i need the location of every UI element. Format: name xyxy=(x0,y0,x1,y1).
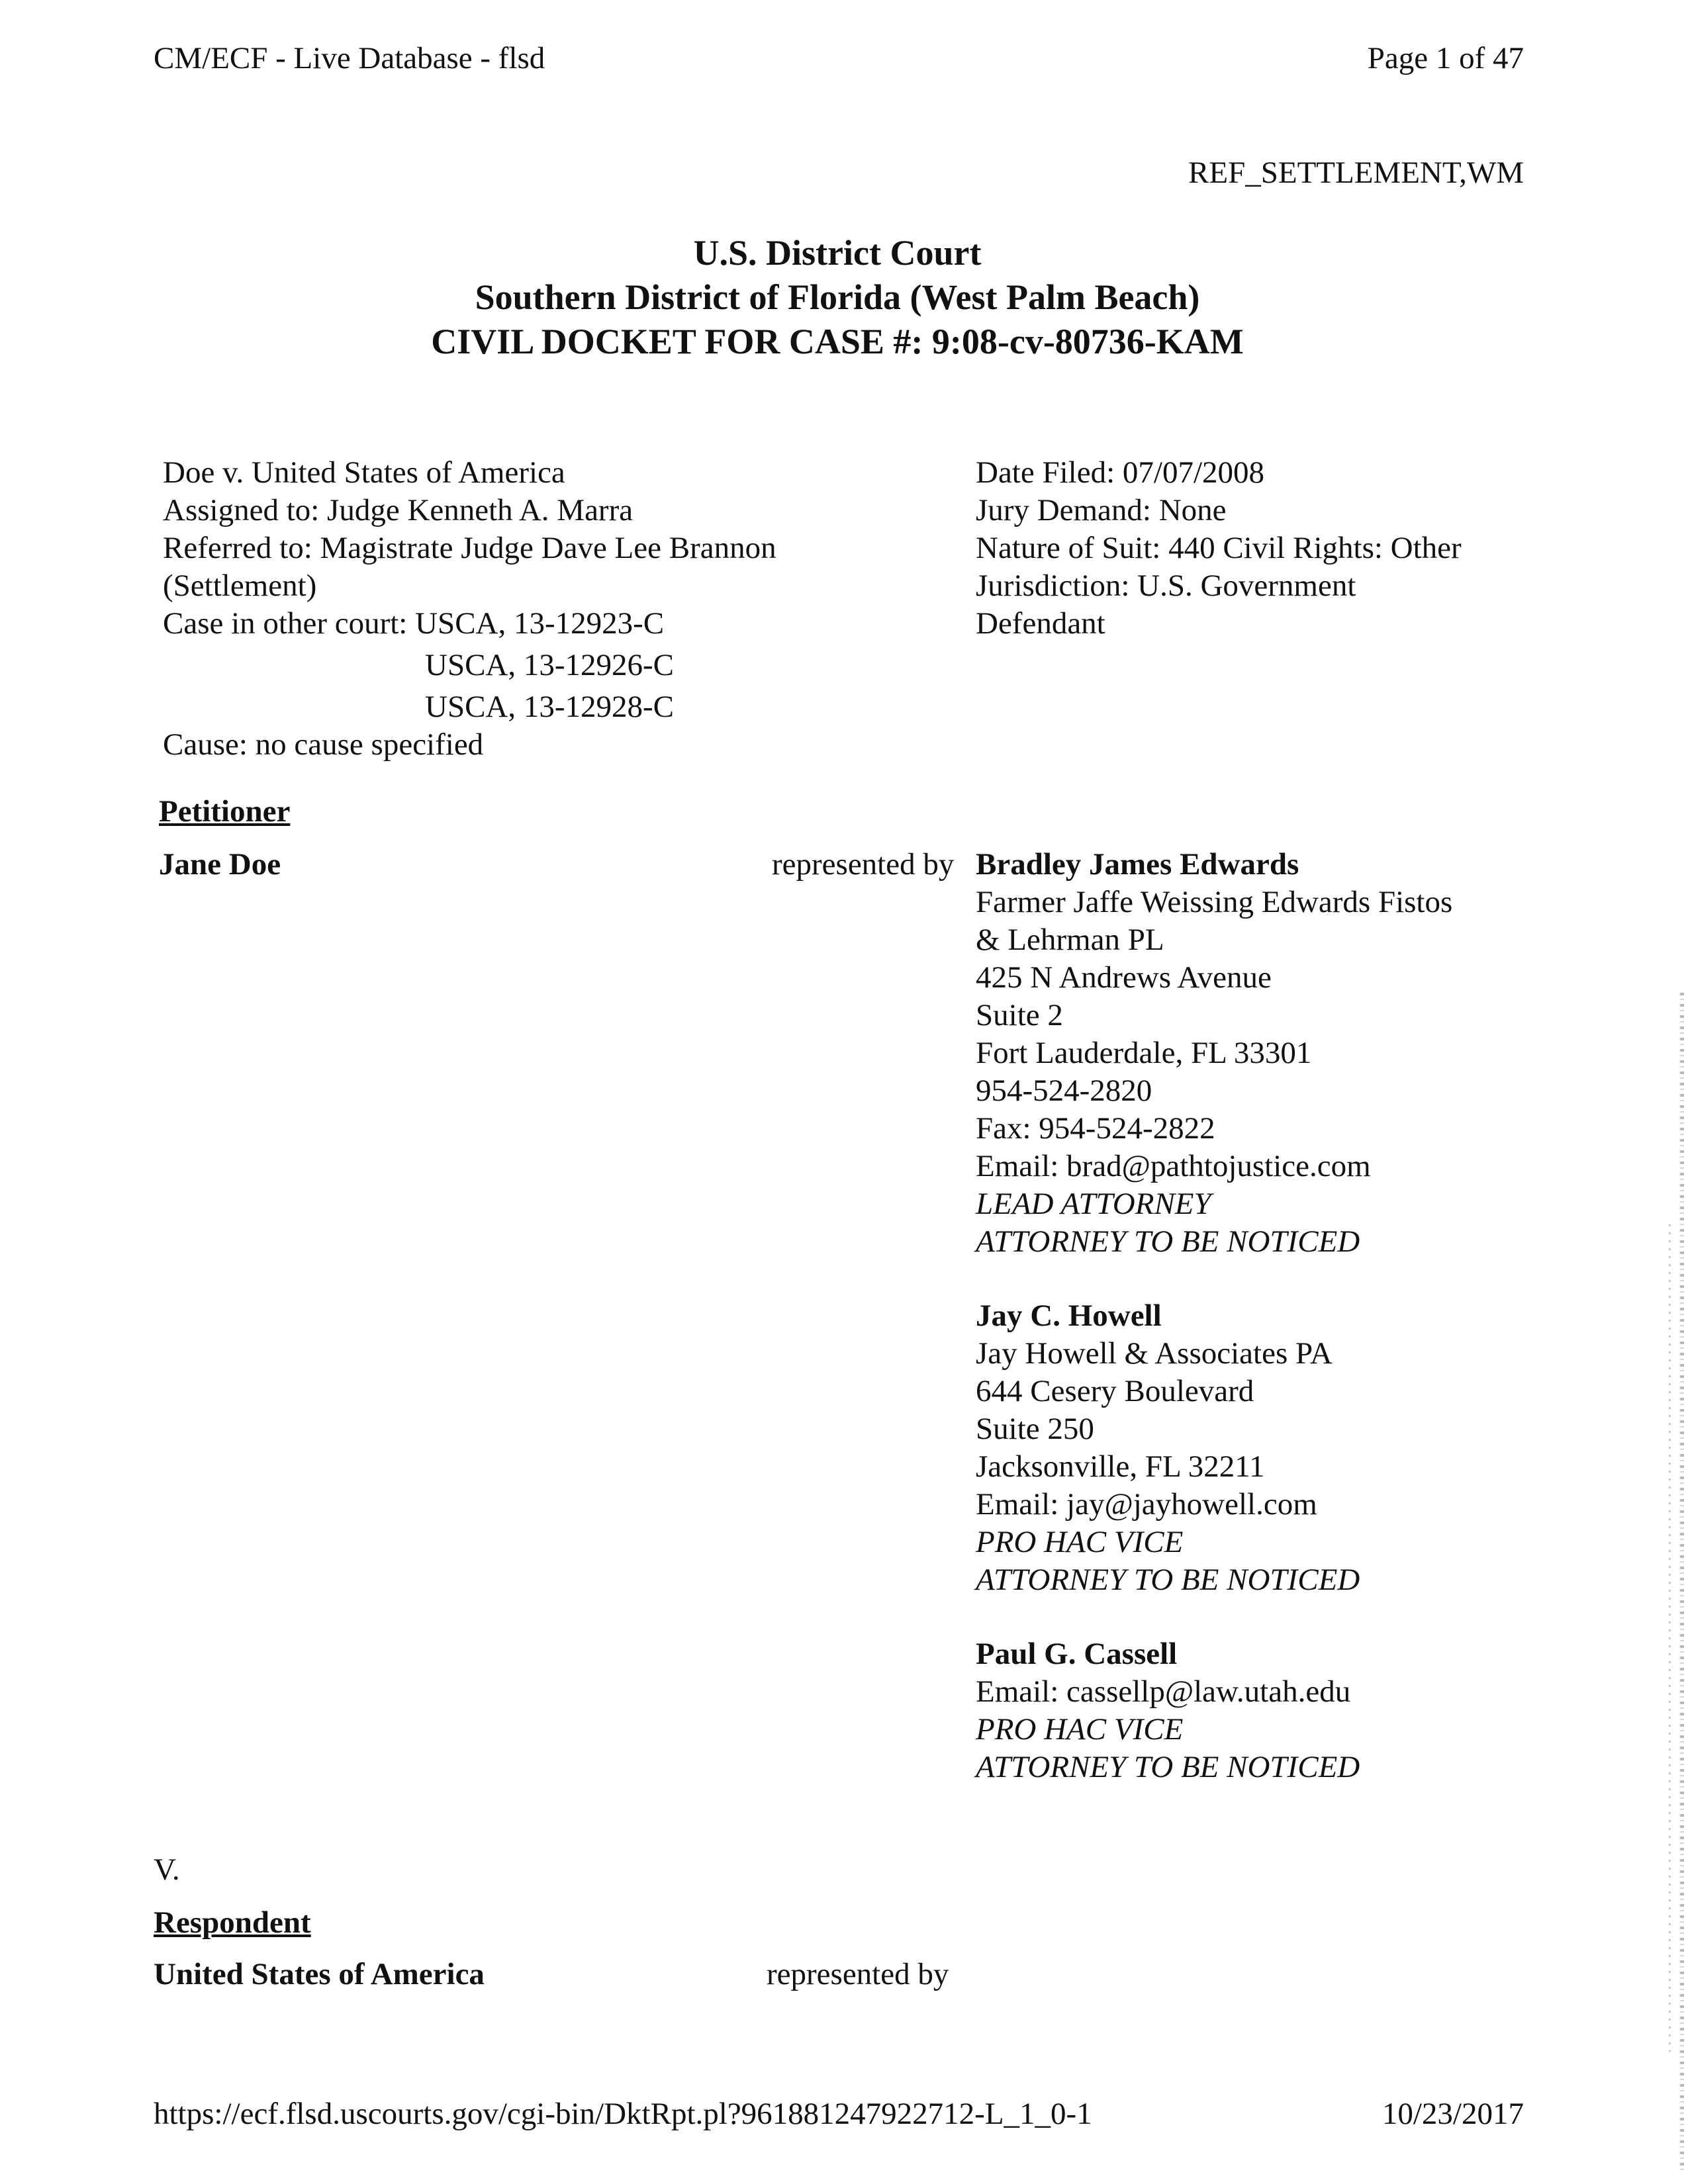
attorney-block xyxy=(976,1635,1452,1786)
jurisdiction-cont: Defendant xyxy=(976,606,1105,641)
case-caption: Doe v. United States of America xyxy=(163,455,565,490)
respondent-represented-by: represented by xyxy=(767,1957,949,1991)
represented-by-label: represented by xyxy=(772,847,955,882)
attorney-address: Suite 250 xyxy=(976,1412,1094,1446)
petitioner-name: Jane Doe xyxy=(159,847,281,882)
docket-title: CIVIL DOCKET FOR CASE #: 9:08-cv-80736-KAM xyxy=(431,322,1244,361)
jury-demand: Jury Demand: None xyxy=(976,493,1227,527)
attorney-role: PRO HAC VICE xyxy=(976,1525,1184,1559)
scan-edge-artifact xyxy=(1669,1224,1671,2052)
attorney-block xyxy=(976,846,1452,1261)
respondent-name: United States of America xyxy=(154,1957,485,1991)
attorney-list xyxy=(976,846,1452,1786)
attorney-firm: Farmer Jaffe Weissing Edwards Fistos xyxy=(976,885,1453,919)
other-court-case: USCA, 13-12926-C xyxy=(425,648,675,682)
attorney-name: Jay C. Howell xyxy=(976,1298,1162,1333)
attorney-block xyxy=(976,1297,1452,1599)
footer-url[interactable]: https://ecf.flsd.uscourts.gov/cgi-bin/DktRpt.pl?961881247922712-L_1_0-1 xyxy=(154,2097,1092,2131)
attorney-role: LEAD ATTORNEY xyxy=(976,1187,1211,1221)
attorney-fax: Fax: 954-524-2822 xyxy=(976,1111,1215,1146)
attorney-role: PRO HAC VICE xyxy=(976,1712,1184,1747)
page-header-title: CM/ECF - Live Database - flsd xyxy=(154,41,545,75)
case-flags: REF_SETTLEMENT,WM xyxy=(1188,156,1524,190)
case-info-left xyxy=(163,454,776,764)
referred-judge: Referred to: Magistrate Judge Dave Lee Brannon xyxy=(163,531,776,565)
attorney-address: 425 N Andrews Avenue xyxy=(976,960,1272,995)
attorney-address: Fort Lauderdale, FL 33301 xyxy=(976,1036,1312,1070)
attorney-role: ATTORNEY TO BE NOTICED xyxy=(976,1224,1360,1259)
attorney-email: Email: brad@pathtojustice.com xyxy=(976,1149,1371,1183)
attorney-email: Email: jay@jayhowell.com xyxy=(976,1487,1317,1522)
other-court-case: Case in other court: USCA, 13-12923-C xyxy=(163,606,665,641)
attorney-email: Email: cassellp@law.utah.edu xyxy=(976,1674,1351,1709)
assigned-judge: Assigned to: Judge Kenneth A. Marra xyxy=(163,493,633,527)
attorney-phone: 954-524-2820 xyxy=(976,1073,1152,1108)
nature-of-suit: Nature of Suit: 440 Civil Rights: Other xyxy=(976,531,1462,565)
attorney-role: ATTORNEY TO BE NOTICED xyxy=(976,1563,1360,1597)
attorney-name: Paul G. Cassell xyxy=(976,1637,1178,1671)
jurisdiction: Jurisdiction: U.S. Government xyxy=(976,569,1356,603)
attorney-firm: Jay Howell & Associates PA xyxy=(976,1336,1333,1371)
attorney-address: Jacksonville, FL 32211 xyxy=(976,1449,1265,1484)
attorney-firm: & Lehrman PL xyxy=(976,923,1164,957)
scan-edge-artifact xyxy=(1680,993,1684,2171)
case-info-right xyxy=(976,454,1462,643)
case-cause: Cause: no cause specified xyxy=(163,727,484,762)
page-number: Page 1 of 47 xyxy=(1367,41,1524,75)
date-filed: Date Filed: 07/07/2008 xyxy=(976,455,1265,490)
respondent-heading: Respondent xyxy=(154,1905,311,1940)
print-date: 10/23/2017 xyxy=(1382,2097,1524,2131)
attorney-address: Suite 2 xyxy=(976,998,1063,1032)
versus-label: V. xyxy=(154,1852,180,1887)
attorney-name: Bradley James Edwards xyxy=(976,847,1299,882)
court-name: U.S. District Court xyxy=(693,233,982,273)
attorney-role: ATTORNEY TO BE NOTICED xyxy=(976,1750,1360,1784)
other-court-case: USCA, 13-12928-C xyxy=(425,690,675,724)
attorney-address: 644 Cesery Boulevard xyxy=(976,1374,1254,1408)
court-district: Southern District of Florida (West Palm Beach) xyxy=(475,277,1200,317)
petitioner-heading: Petitioner xyxy=(159,794,291,829)
referral-type: (Settlement) xyxy=(163,569,317,603)
